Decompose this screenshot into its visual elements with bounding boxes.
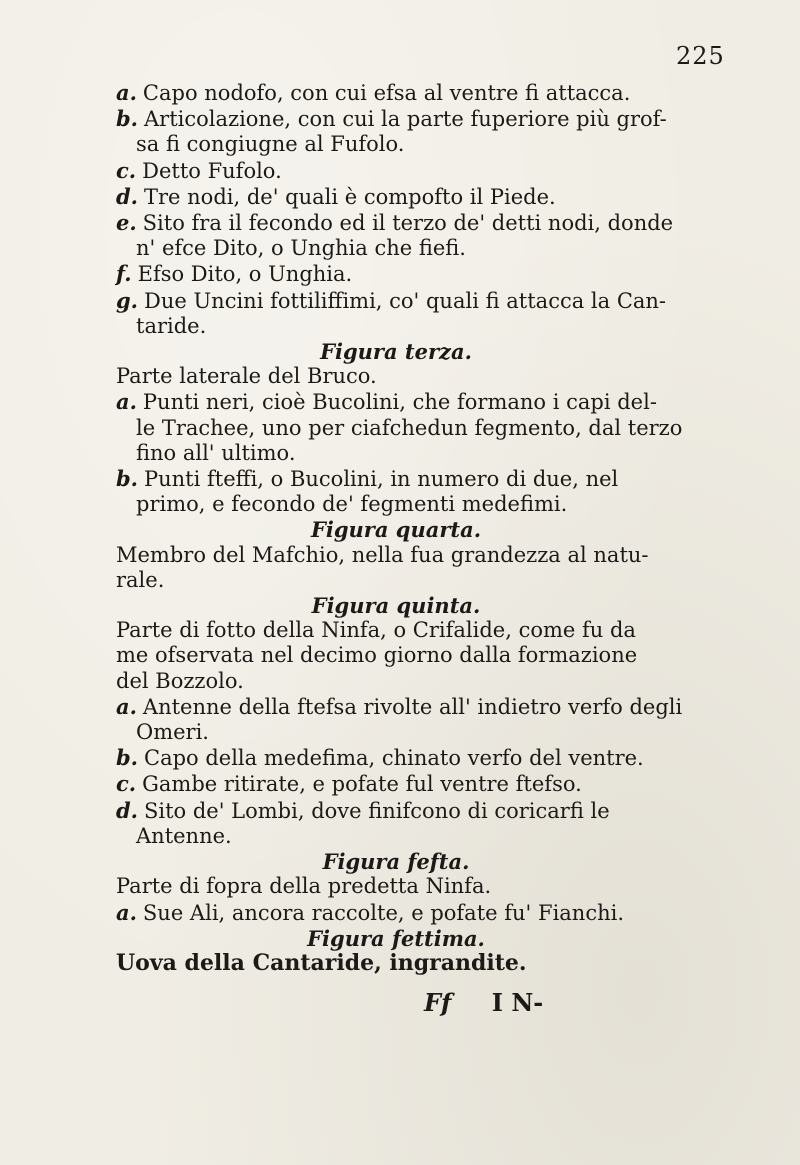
figure-caption-line [116,618,676,643]
catchword: I N- [491,988,544,1017]
legend-label: e. [116,210,137,236]
legend-entry-line [116,80,676,106]
figure-caption-line [116,669,676,694]
figure-heading: Figura fettima. [307,925,485,951]
legend-text: Articolazione, con cui la parte fuperiore più grof- [144,107,667,132]
figure-heading: Figura terza. [320,339,472,365]
legend-entry-line [116,466,676,492]
legend-entry-line [116,288,676,314]
legend-label: a. [116,389,137,415]
legend-label: b. [116,745,138,771]
legend-entry-line [116,415,683,441]
legend-text: me ofservata nel decimo giorno dalla formazione [116,643,638,668]
legend-entry-line [116,184,676,210]
legend-entry-line [116,798,676,824]
figure-caption-line [116,874,676,899]
legend-entry-line [116,389,676,415]
legend-text: Capo della medefima, chinato verfo del ventre. [144,746,644,771]
legend-label: d. [116,797,138,823]
legend-text: Due Uncini fottiliffimi, co' quali fi attacca la Can- [144,288,667,313]
legend-label: b. [116,106,138,132]
figure-caption-line [116,951,676,976]
figure-caption-line [116,568,676,593]
legend-text: Sue Ali, ancora raccolte, e pofate fu' Fianchi. [142,900,625,925]
legend-text: Gambe ritirate, e pofate ful ventre ftefso. [142,772,582,797]
figure-caption-line [116,543,676,568]
legend-text: Antenne. [136,823,232,848]
signature-mark: Ff [424,988,452,1017]
legend-entry-line [116,210,676,236]
legend-label: g. [116,287,138,313]
legend-text: n' efce Dito, o Unghia che fiefi. [136,236,466,261]
legend-text: taride. [136,313,207,338]
legend-text: Sito fra il fecondo ed il terzo de' detti nodi, donde [142,211,674,236]
legend-entry-line [116,236,676,261]
legend-text: le Trachee, uno per ciafchedun fegmento, dal terzo [136,415,683,440]
legend-text: Punti fteffi, o Bucolini, in numero di due, nel [144,467,619,492]
legend-text: Parte di fopra della predetta Ninfa. [116,874,492,899]
legend-text: rale. [116,567,165,592]
figure-heading: Figura quarta. [310,517,482,543]
figure-heading: Figura quinta. [311,593,481,619]
figure-caption-line [116,643,676,668]
legend-entry-line [116,771,676,797]
legend-text: sa fi congiugne al Fufolo. [136,132,405,157]
legend-text: Antenne della ftefsa rivolte all' indietro verfo degli [142,694,683,719]
legend-entry-line [116,720,676,745]
page-text [116,80,683,976]
legend-entry-line [116,261,676,287]
legend-entry-line [116,900,676,926]
legend-entry-line [116,158,676,184]
legend-text: Capo nodofo, con cui efsa al ventre fi attacca. [142,81,631,105]
legend-entry-line [116,693,683,720]
legend-entry-line [116,824,676,849]
page-number: 225 [676,42,725,70]
legend-label: a. [116,899,137,925]
legend-text: Detto Fufolo. [142,158,282,183]
legend-label: c. [116,157,137,183]
legend-text: Parte laterale del Bruco. [116,364,377,389]
legend-text: del Bozzolo. [116,668,244,693]
legend-label: b. [116,466,138,492]
legend-label: a. [116,80,137,105]
legend-text: Parte di fotto della Ninfa, o Crifalide, come fu da [116,618,636,643]
legend-entry-line [116,106,676,132]
legend-entry-line [116,132,676,157]
legend-label: d. [116,183,138,209]
legend-text: Omeri. [136,720,209,745]
legend-entry-line [116,441,676,466]
legend-label: f. [116,261,132,287]
legend-text: Efso Dito, o Unghia. [137,262,353,287]
figure-caption-line [116,364,676,389]
legend-text: Uova della Cantaride, ingrandite. [116,949,527,976]
legend-label: a. [116,693,137,719]
legend-text: fino all' ultimo. [136,440,296,465]
legend-label: c. [116,771,137,797]
legend-text: primo, e fecondo de' fegmenti medefimi. [136,492,568,517]
legend-entry-line [116,314,676,339]
page-signature [424,988,543,1017]
legend-text: Punti neri, cioè Bucolini, che formano i capi del- [142,390,657,415]
figure-heading: Figura fefta. [322,849,470,875]
legend-entry-line [116,492,676,517]
legend-entry-line [116,745,676,771]
legend-text: Sito de' Lombi, dove finifcono di coricarfi le [144,798,610,823]
legend-text: Membro del Mafchio, nella fua grandezza al natu- [116,542,649,567]
legend-text: Tre nodi, de' quali è compofto il Piede. [144,184,556,209]
